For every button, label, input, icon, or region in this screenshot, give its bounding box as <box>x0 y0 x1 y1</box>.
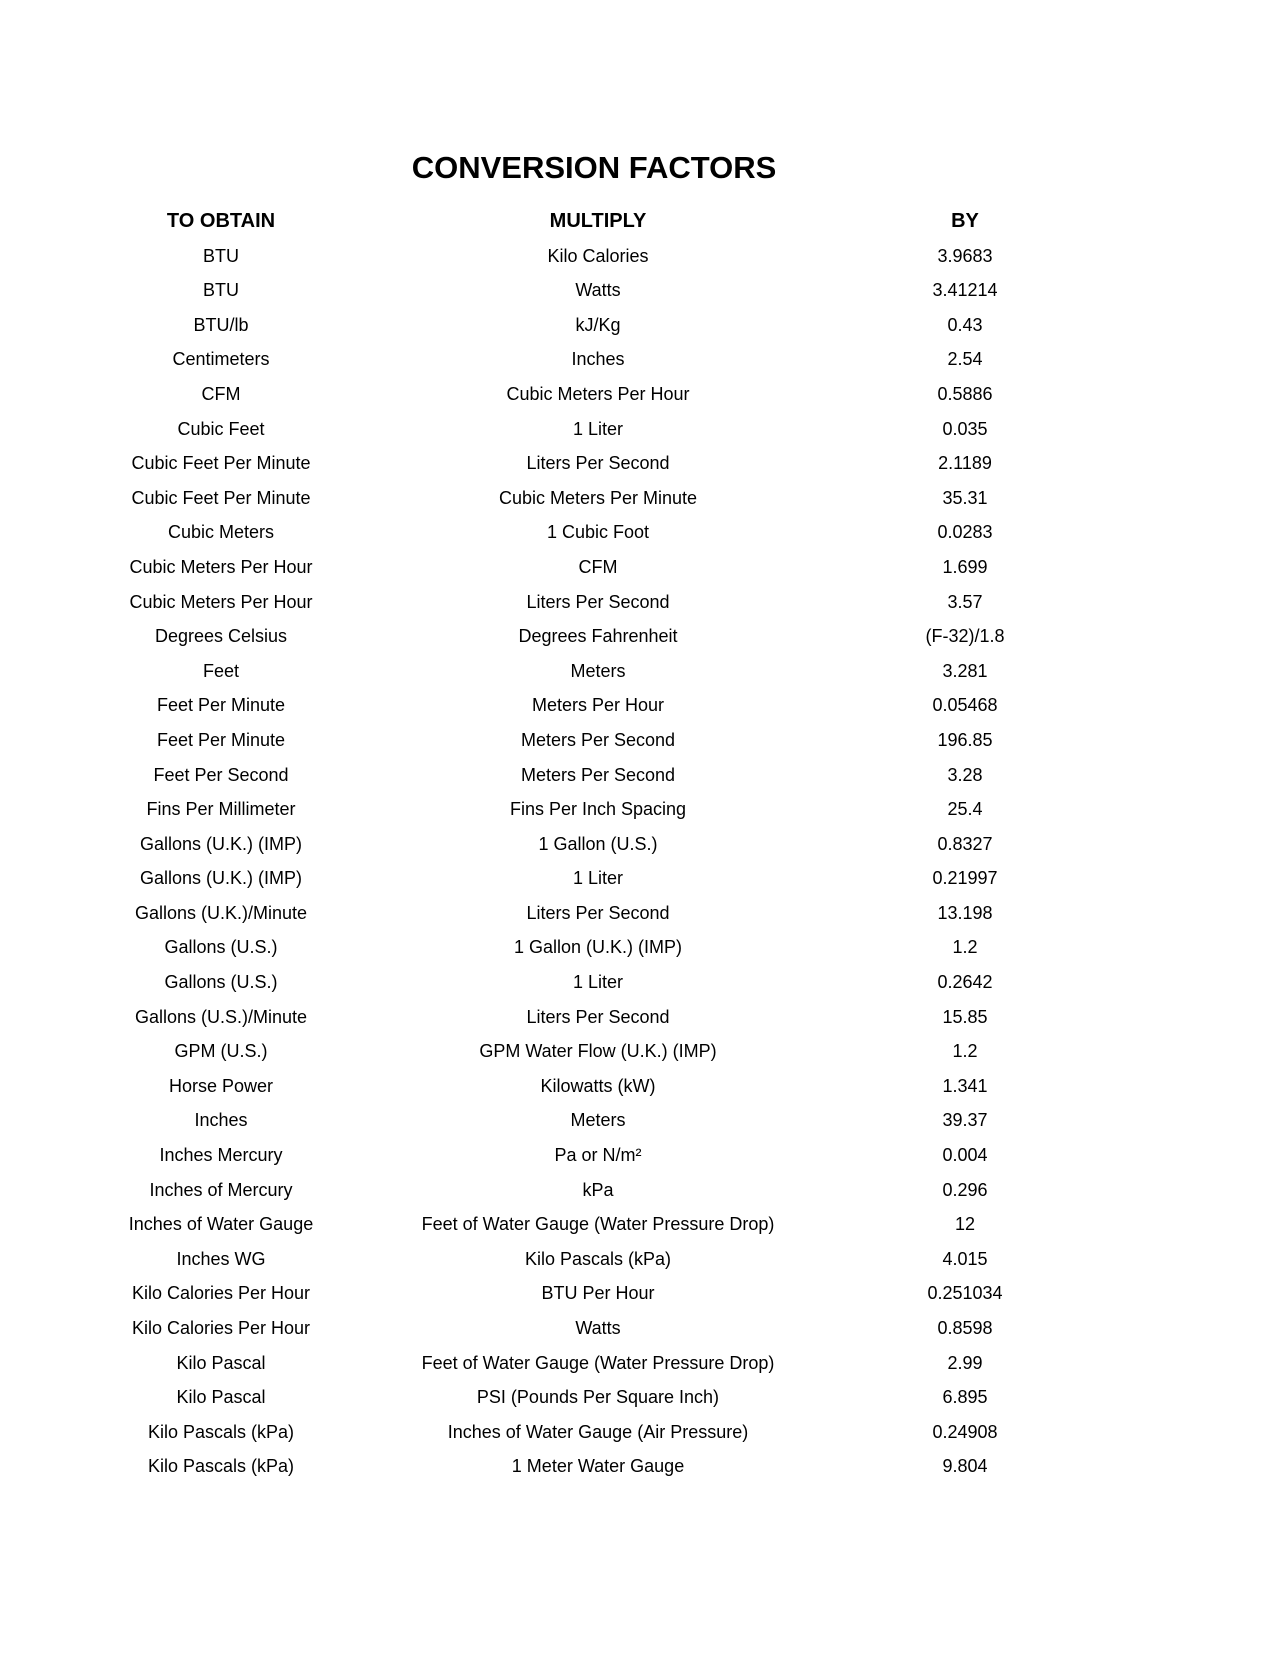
table-row <box>0 1311 1280 1346</box>
by-cell: 0.05468 <box>932 695 998 716</box>
to-obtain-cell: Degrees Celsius <box>154 626 288 647</box>
conversion-table <box>0 204 1280 1484</box>
table-row <box>0 1276 1280 1311</box>
to-obtain-cell: Inches Mercury <box>159 1145 283 1166</box>
by-cell: 1.699 <box>942 556 988 577</box>
by-cell: 0.24908 <box>932 1421 998 1442</box>
multiply-cell: Meters <box>570 1110 626 1131</box>
multiply-cell: GPM Water Flow (U.K.) (IMP) <box>479 1041 717 1062</box>
table-body <box>0 239 1280 1484</box>
table-row <box>0 239 1280 274</box>
table-row <box>0 412 1280 447</box>
by-cell: 13.198 <box>937 902 993 923</box>
table-row <box>0 1173 1280 1208</box>
table-row <box>0 965 1280 1000</box>
table-row <box>0 1207 1280 1242</box>
by-cell: 39.37 <box>942 1110 988 1131</box>
by-cell: 0.035 <box>942 418 988 439</box>
header-multiply: MULTIPLY <box>549 210 647 232</box>
by-cell: 2.54 <box>947 349 983 370</box>
table-row <box>0 377 1280 412</box>
table-row <box>0 1380 1280 1415</box>
multiply-cell: Meters Per Second <box>520 729 676 750</box>
table-row <box>0 1000 1280 1035</box>
multiply-cell: 1 Liter <box>572 972 624 993</box>
header-to-obtain: TO OBTAIN <box>166 210 276 232</box>
by-cell: 1.2 <box>952 1041 978 1062</box>
table-row <box>0 550 1280 585</box>
multiply-cell: 1 Meter Water Gauge <box>511 1456 685 1477</box>
table-header-row <box>0 204 1280 239</box>
by-cell: 9.804 <box>942 1456 988 1477</box>
table-row <box>0 861 1280 896</box>
multiply-cell: kPa <box>582 1179 614 1200</box>
multiply-cell: Kilo Calories <box>547 245 649 266</box>
to-obtain-cell: Cubic Meters Per Hour <box>129 591 313 612</box>
multiply-cell: Cubic Meters Per Hour <box>506 383 690 404</box>
multiply-cell: PSI (Pounds Per Square Inch) <box>476 1387 720 1408</box>
multiply-cell: 1 Gallon (U.K.) (IMP) <box>513 937 683 958</box>
by-cell: 1.341 <box>942 1075 988 1096</box>
multiply-cell: 1 Liter <box>572 418 624 439</box>
table-row <box>0 515 1280 550</box>
multiply-cell: 1 Liter <box>572 868 624 889</box>
to-obtain-cell: Kilo Calories Per Hour <box>131 1318 311 1338</box>
page-title: CONVERSION FACTORS <box>411 150 777 185</box>
table-row <box>0 273 1280 308</box>
table-row <box>0 1449 1280 1484</box>
multiply-cell: Watts <box>575 280 621 301</box>
to-obtain-cell: Gallons (U.K.)/Minute <box>134 902 308 923</box>
multiply-cell: Inches <box>571 349 625 370</box>
multiply-cell: 1 Cubic Foot <box>546 522 650 543</box>
table-row <box>0 1346 1280 1381</box>
by-cell: 2.99 <box>947 1352 983 1373</box>
by-cell: 196.85 <box>937 729 993 750</box>
table-row <box>0 585 1280 620</box>
to-obtain-cell: BTU/lb <box>193 314 249 335</box>
table-row <box>0 792 1280 827</box>
by-cell: 0.251034 <box>927 1283 1003 1304</box>
to-obtain-cell: Gallons (U.S.) <box>164 937 278 958</box>
multiply-cell: Liters Per Second <box>526 453 670 474</box>
to-obtain-cell: Gallons (U.S.)/Minute <box>134 1006 308 1027</box>
table-row <box>0 1103 1280 1138</box>
multiply-cell: Kilo Pascals (kPa) <box>524 1248 672 1269</box>
by-cell: 3.281 <box>942 660 988 681</box>
by-cell: 2.1189 <box>938 453 992 474</box>
by-cell: 12 <box>954 1214 976 1235</box>
by-cell: 0.8327 <box>937 833 993 854</box>
to-obtain-cell: Horse Power <box>168 1075 274 1096</box>
to-obtain-cell: Cubic Meters <box>167 522 275 543</box>
table-row <box>0 723 1280 758</box>
table-row <box>0 1034 1280 1069</box>
table-row <box>0 1069 1280 1104</box>
table-row <box>0 1415 1280 1450</box>
multiply-cell: Feet of Water Gauge (Water Pressure Drop) <box>421 1352 775 1373</box>
to-obtain-cell: Inches of Mercury <box>149 1179 293 1200</box>
table-row <box>0 619 1280 654</box>
to-obtain-cell: Gallons (U.K.) (IMP) <box>139 833 303 854</box>
table-row <box>0 1138 1280 1173</box>
to-obtain-cell: GPM (U.S.) <box>174 1041 268 1062</box>
to-obtain-cell: Fins Per Millimeter <box>146 799 296 820</box>
to-obtain-cell: BTU <box>203 280 239 301</box>
to-obtain-cell: Centimeters <box>172 349 270 370</box>
multiply-cell: Watts <box>575 1318 621 1338</box>
to-obtain-cell: Feet Per Minute <box>156 695 286 716</box>
to-obtain-cell: Cubic Feet Per Minute <box>131 487 311 508</box>
to-obtain-cell: Kilo Calories Per Hour <box>131 1283 311 1304</box>
by-cell: 0.5886 <box>937 383 993 404</box>
by-cell: 0.8598 <box>937 1318 993 1338</box>
table-row <box>0 308 1280 343</box>
multiply-cell: Fins Per Inch Spacing <box>509 799 687 820</box>
by-cell: 15.85 <box>942 1006 988 1027</box>
by-cell: 0.43 <box>947 314 983 335</box>
to-obtain-cell: Gallons (U.S.) <box>164 972 278 993</box>
table-row <box>0 688 1280 723</box>
multiply-cell: Degrees Fahrenheit <box>518 626 678 647</box>
multiply-cell: kJ/Kg <box>575 314 621 335</box>
by-cell: 25.4 <box>947 799 983 820</box>
multiply-cell: Meters Per Second <box>520 764 676 785</box>
multiply-cell: Kilowatts (kW) <box>540 1075 656 1096</box>
table-row <box>0 654 1280 689</box>
to-obtain-cell: Feet Per Second <box>153 764 289 785</box>
by-cell: 3.28 <box>947 764 983 785</box>
by-cell: 0.296 <box>942 1179 988 1200</box>
table-row <box>0 1242 1280 1277</box>
by-cell: 6.895 <box>942 1387 988 1408</box>
multiply-cell: Liters Per Second <box>526 1006 670 1027</box>
by-cell: 35.31 <box>942 487 988 508</box>
by-cell: (F-32)/1.8 <box>925 626 1005 647</box>
table-row <box>0 446 1280 481</box>
multiply-cell: 1 Gallon (U.S.) <box>538 833 658 854</box>
multiply-cell: CFM <box>578 556 618 577</box>
to-obtain-cell: Inches of Water Gauge <box>128 1214 314 1235</box>
by-cell: 4.015 <box>942 1248 988 1269</box>
table-row <box>0 896 1280 931</box>
table-row <box>0 342 1280 377</box>
to-obtain-cell: Kilo Pascal <box>176 1387 266 1408</box>
table-row <box>0 827 1280 862</box>
to-obtain-cell: Kilo Pascals (kPa) <box>147 1421 295 1442</box>
to-obtain-cell: CFM <box>201 383 241 404</box>
multiply-cell: BTU Per Hour <box>541 1283 655 1304</box>
table-row <box>0 758 1280 793</box>
to-obtain-cell: Cubic Meters Per Hour <box>129 556 313 577</box>
to-obtain-cell: Kilo Pascal <box>176 1352 266 1373</box>
by-cell: 0.2642 <box>937 972 993 993</box>
to-obtain-cell: Cubic Feet <box>177 418 265 439</box>
table-row <box>0 481 1280 516</box>
multiply-cell: Meters Per Hour <box>531 695 665 716</box>
by-cell: 0.21997 <box>932 868 998 889</box>
to-obtain-cell: Feet <box>202 660 240 681</box>
multiply-cell: Feet of Water Gauge (Water Pressure Drop) <box>421 1214 775 1235</box>
to-obtain-cell: Gallons (U.K.) (IMP) <box>139 868 303 889</box>
table-row <box>0 930 1280 965</box>
multiply-cell: Liters Per Second <box>526 902 670 923</box>
to-obtain-cell: Kilo Pascals (kPa) <box>147 1456 295 1477</box>
to-obtain-cell: Cubic Feet Per Minute <box>131 453 311 474</box>
multiply-cell: Inches of Water Gauge (Air Pressure) <box>447 1421 749 1442</box>
header-by: BY <box>951 210 979 232</box>
to-obtain-cell: Feet Per Minute <box>156 729 286 750</box>
by-cell: 3.41214 <box>932 280 998 301</box>
by-cell: 1.2 <box>952 937 978 958</box>
by-cell: 3.9683 <box>937 245 993 266</box>
by-cell: 0.004 <box>942 1145 988 1166</box>
to-obtain-cell: Inches WG <box>176 1248 266 1269</box>
to-obtain-cell: BTU <box>203 245 239 266</box>
multiply-cell: Cubic Meters Per Minute <box>498 487 698 508</box>
to-obtain-cell: Inches <box>194 1110 248 1131</box>
by-cell: 0.0283 <box>937 522 993 543</box>
multiply-cell: Pa or N/m² <box>554 1145 642 1166</box>
by-cell: 3.57 <box>947 591 983 612</box>
multiply-cell: Meters <box>570 660 626 681</box>
multiply-cell: Liters Per Second <box>526 591 670 612</box>
